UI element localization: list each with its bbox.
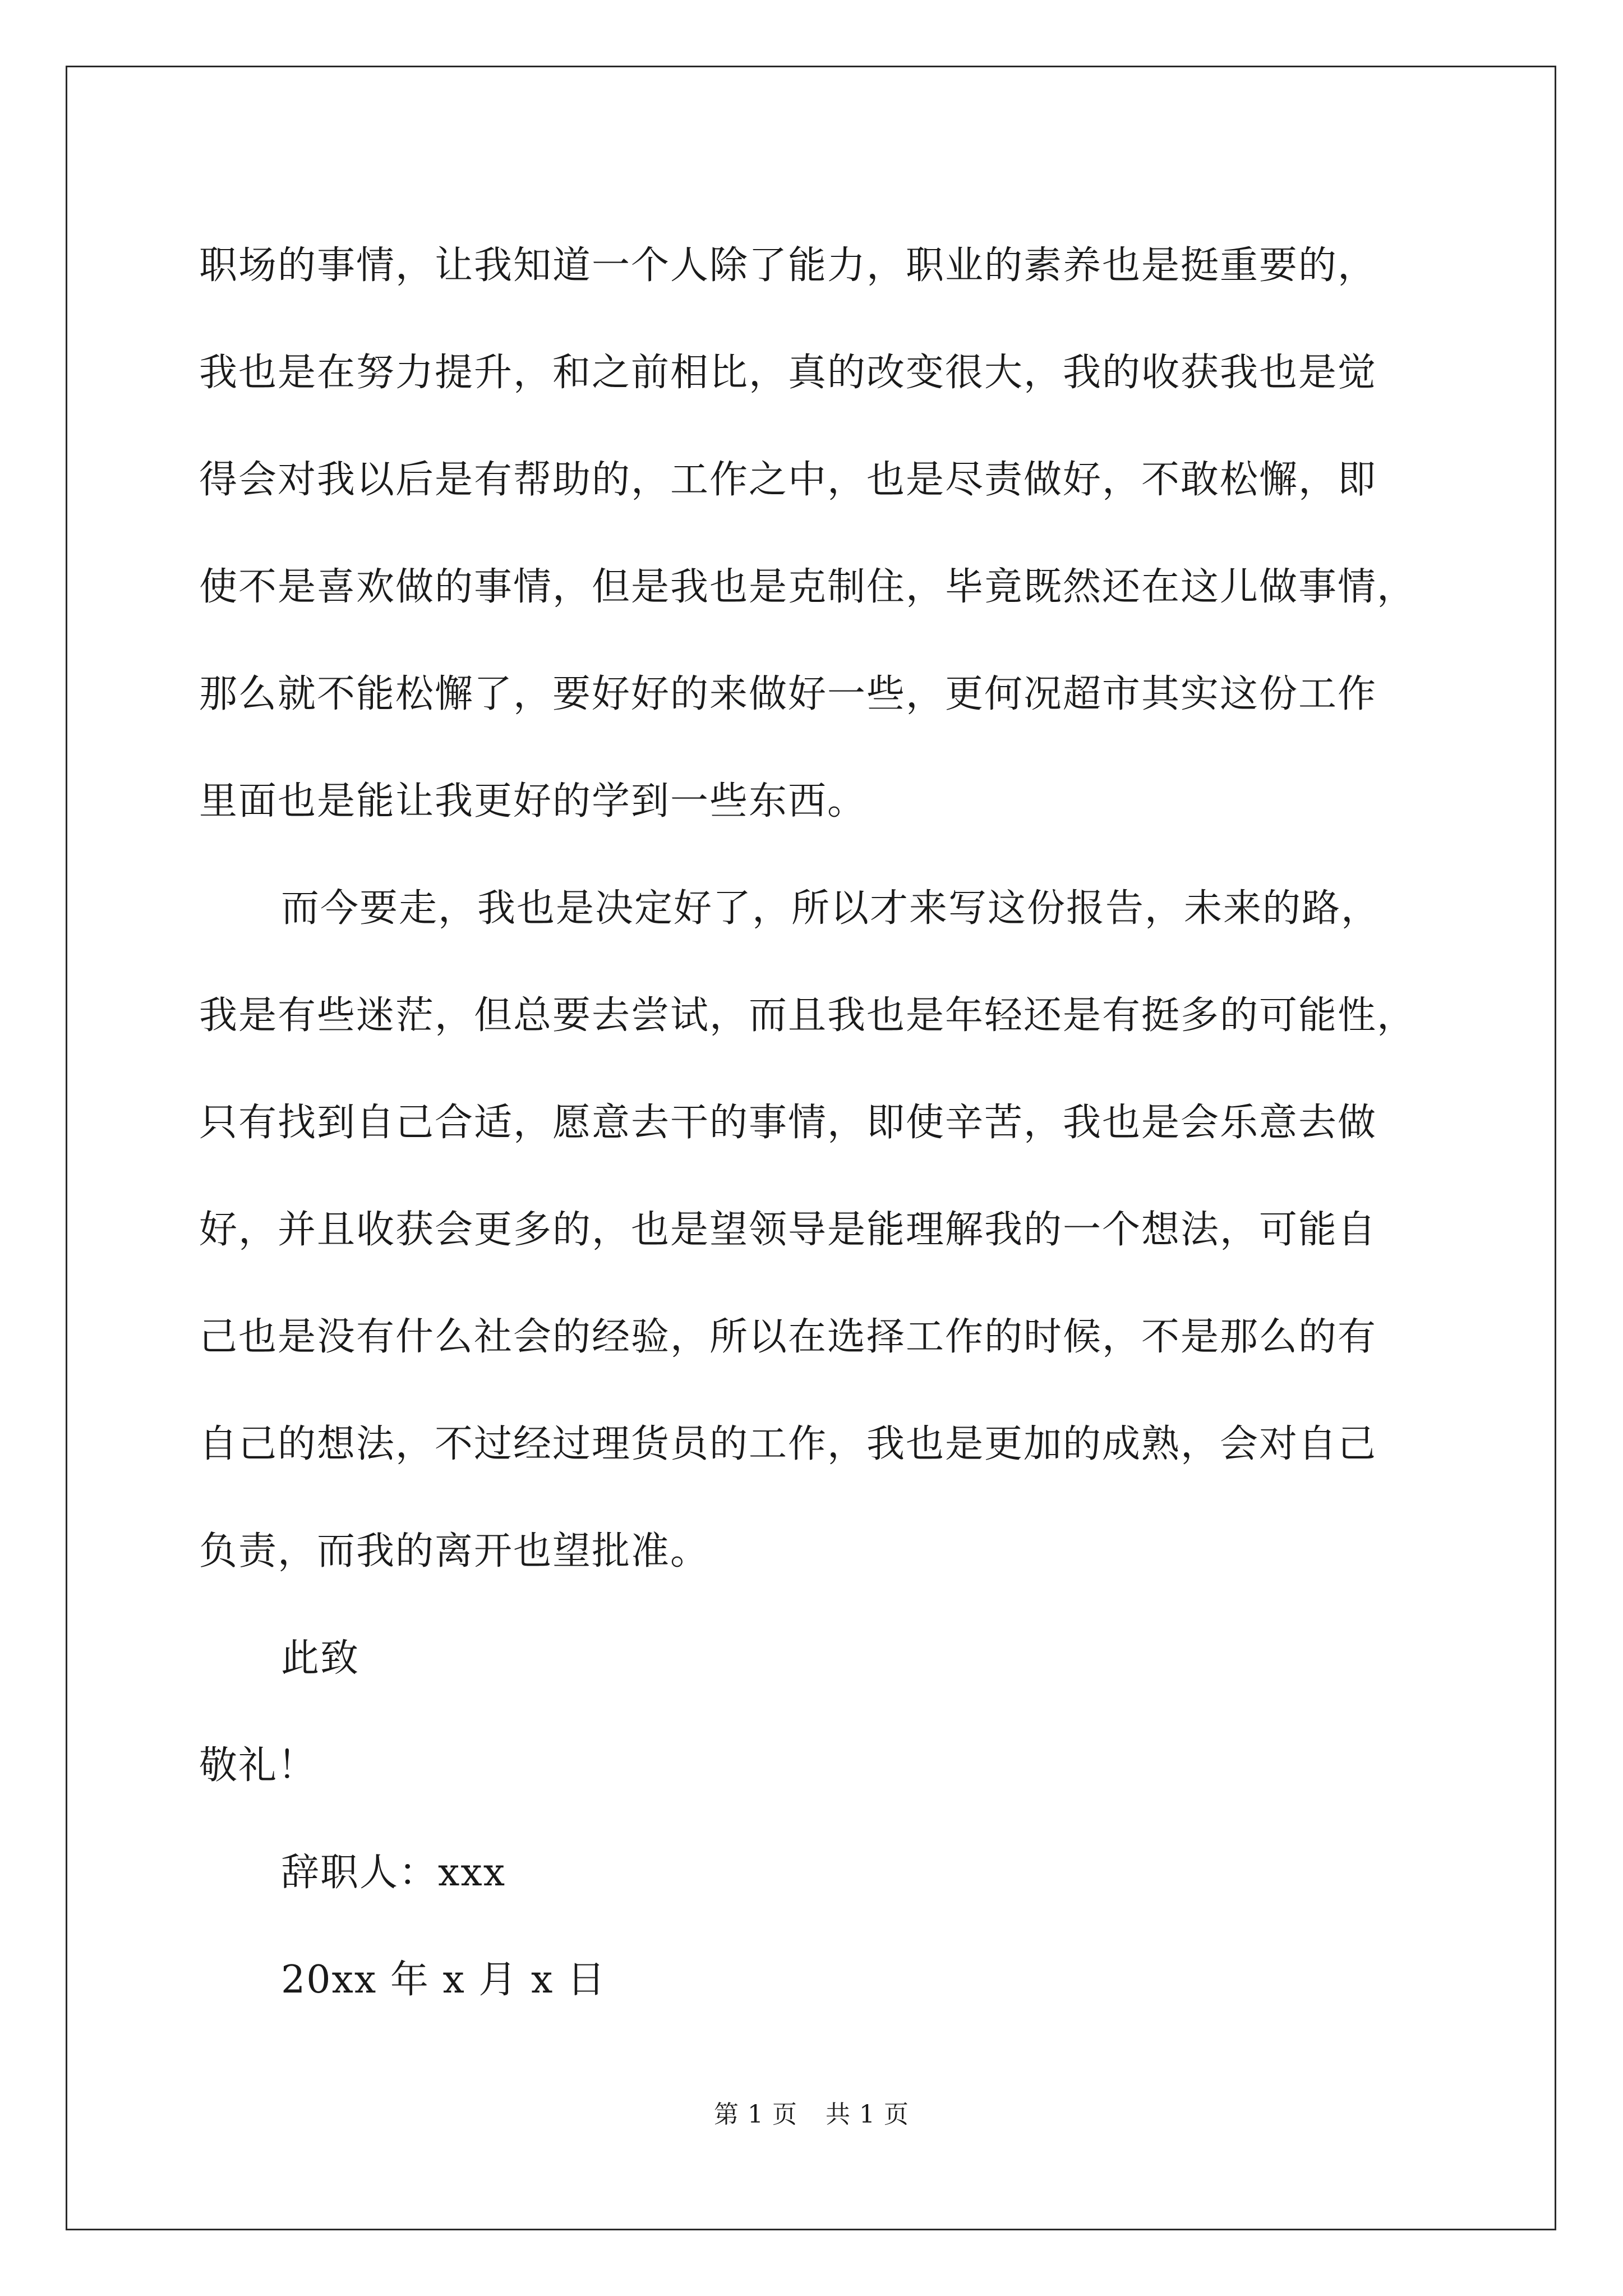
letter-line: 只有找到自己合适，愿意去干的事情，即使辛苦，我也是会乐意去做 [199, 1101, 1377, 1145]
letter-line: 好，并且收获会更多的，也是望领导是能理解我的一个想法，可能自 [199, 1208, 1377, 1252]
letter-line: 使不是喜欢做的事情，但是我也是克制住，毕竟既然还在这儿做事情， [199, 565, 1417, 609]
signature-name: 辞职人：xxx [281, 1851, 506, 1895]
letter-line: 里面也是能让我更好的学到一些东西。 [199, 779, 867, 823]
signature-date: 20xx 年 x 月 x 日 [281, 1958, 607, 2002]
closing-regards: 敬礼！ [199, 1743, 317, 1788]
letter-line: 自己的想法，不过经过理货员的工作，我也是更加的成熟，会对自己 [199, 1422, 1377, 1466]
page-footer [0, 2094, 1623, 2130]
letter-line: 职场的事情，让我知道一个人除了能力，职业的素养也是挺重要的， [199, 243, 1377, 288]
page-count: 共 1 页 [826, 2100, 909, 2129]
letter-line: 而今要走，我也是决定好了，所以才来写这份报告，未来的路， [281, 886, 1381, 931]
letter-line: 我也是在努力提升，和之前相比，真的改变很大，我的收获我也是觉 [199, 351, 1377, 395]
letter-body [199, 212, 1455, 2033]
letter-line: 我是有些迷茫，但总要去尝试，而且我也是年轻还是有挺多的可能性， [199, 993, 1417, 1038]
closing-salutation: 此致 [281, 1636, 360, 1681]
letter-line: 负责，而我的离开也望批准。 [199, 1529, 710, 1573]
letter-line: 得会对我以后是有帮助的，工作之中，也是尽责做好，不敢松懈，即 [199, 458, 1377, 502]
letter-line: 己也是没有什么社会的经验，所以在选择工作的时候，不是那么的有 [199, 1315, 1377, 1359]
page-number: 第 1 页 [714, 2100, 797, 2129]
letter-line: 那么就不能松懈了，要好好的来做好一些，更何况超市其实这份工作 [199, 672, 1377, 716]
